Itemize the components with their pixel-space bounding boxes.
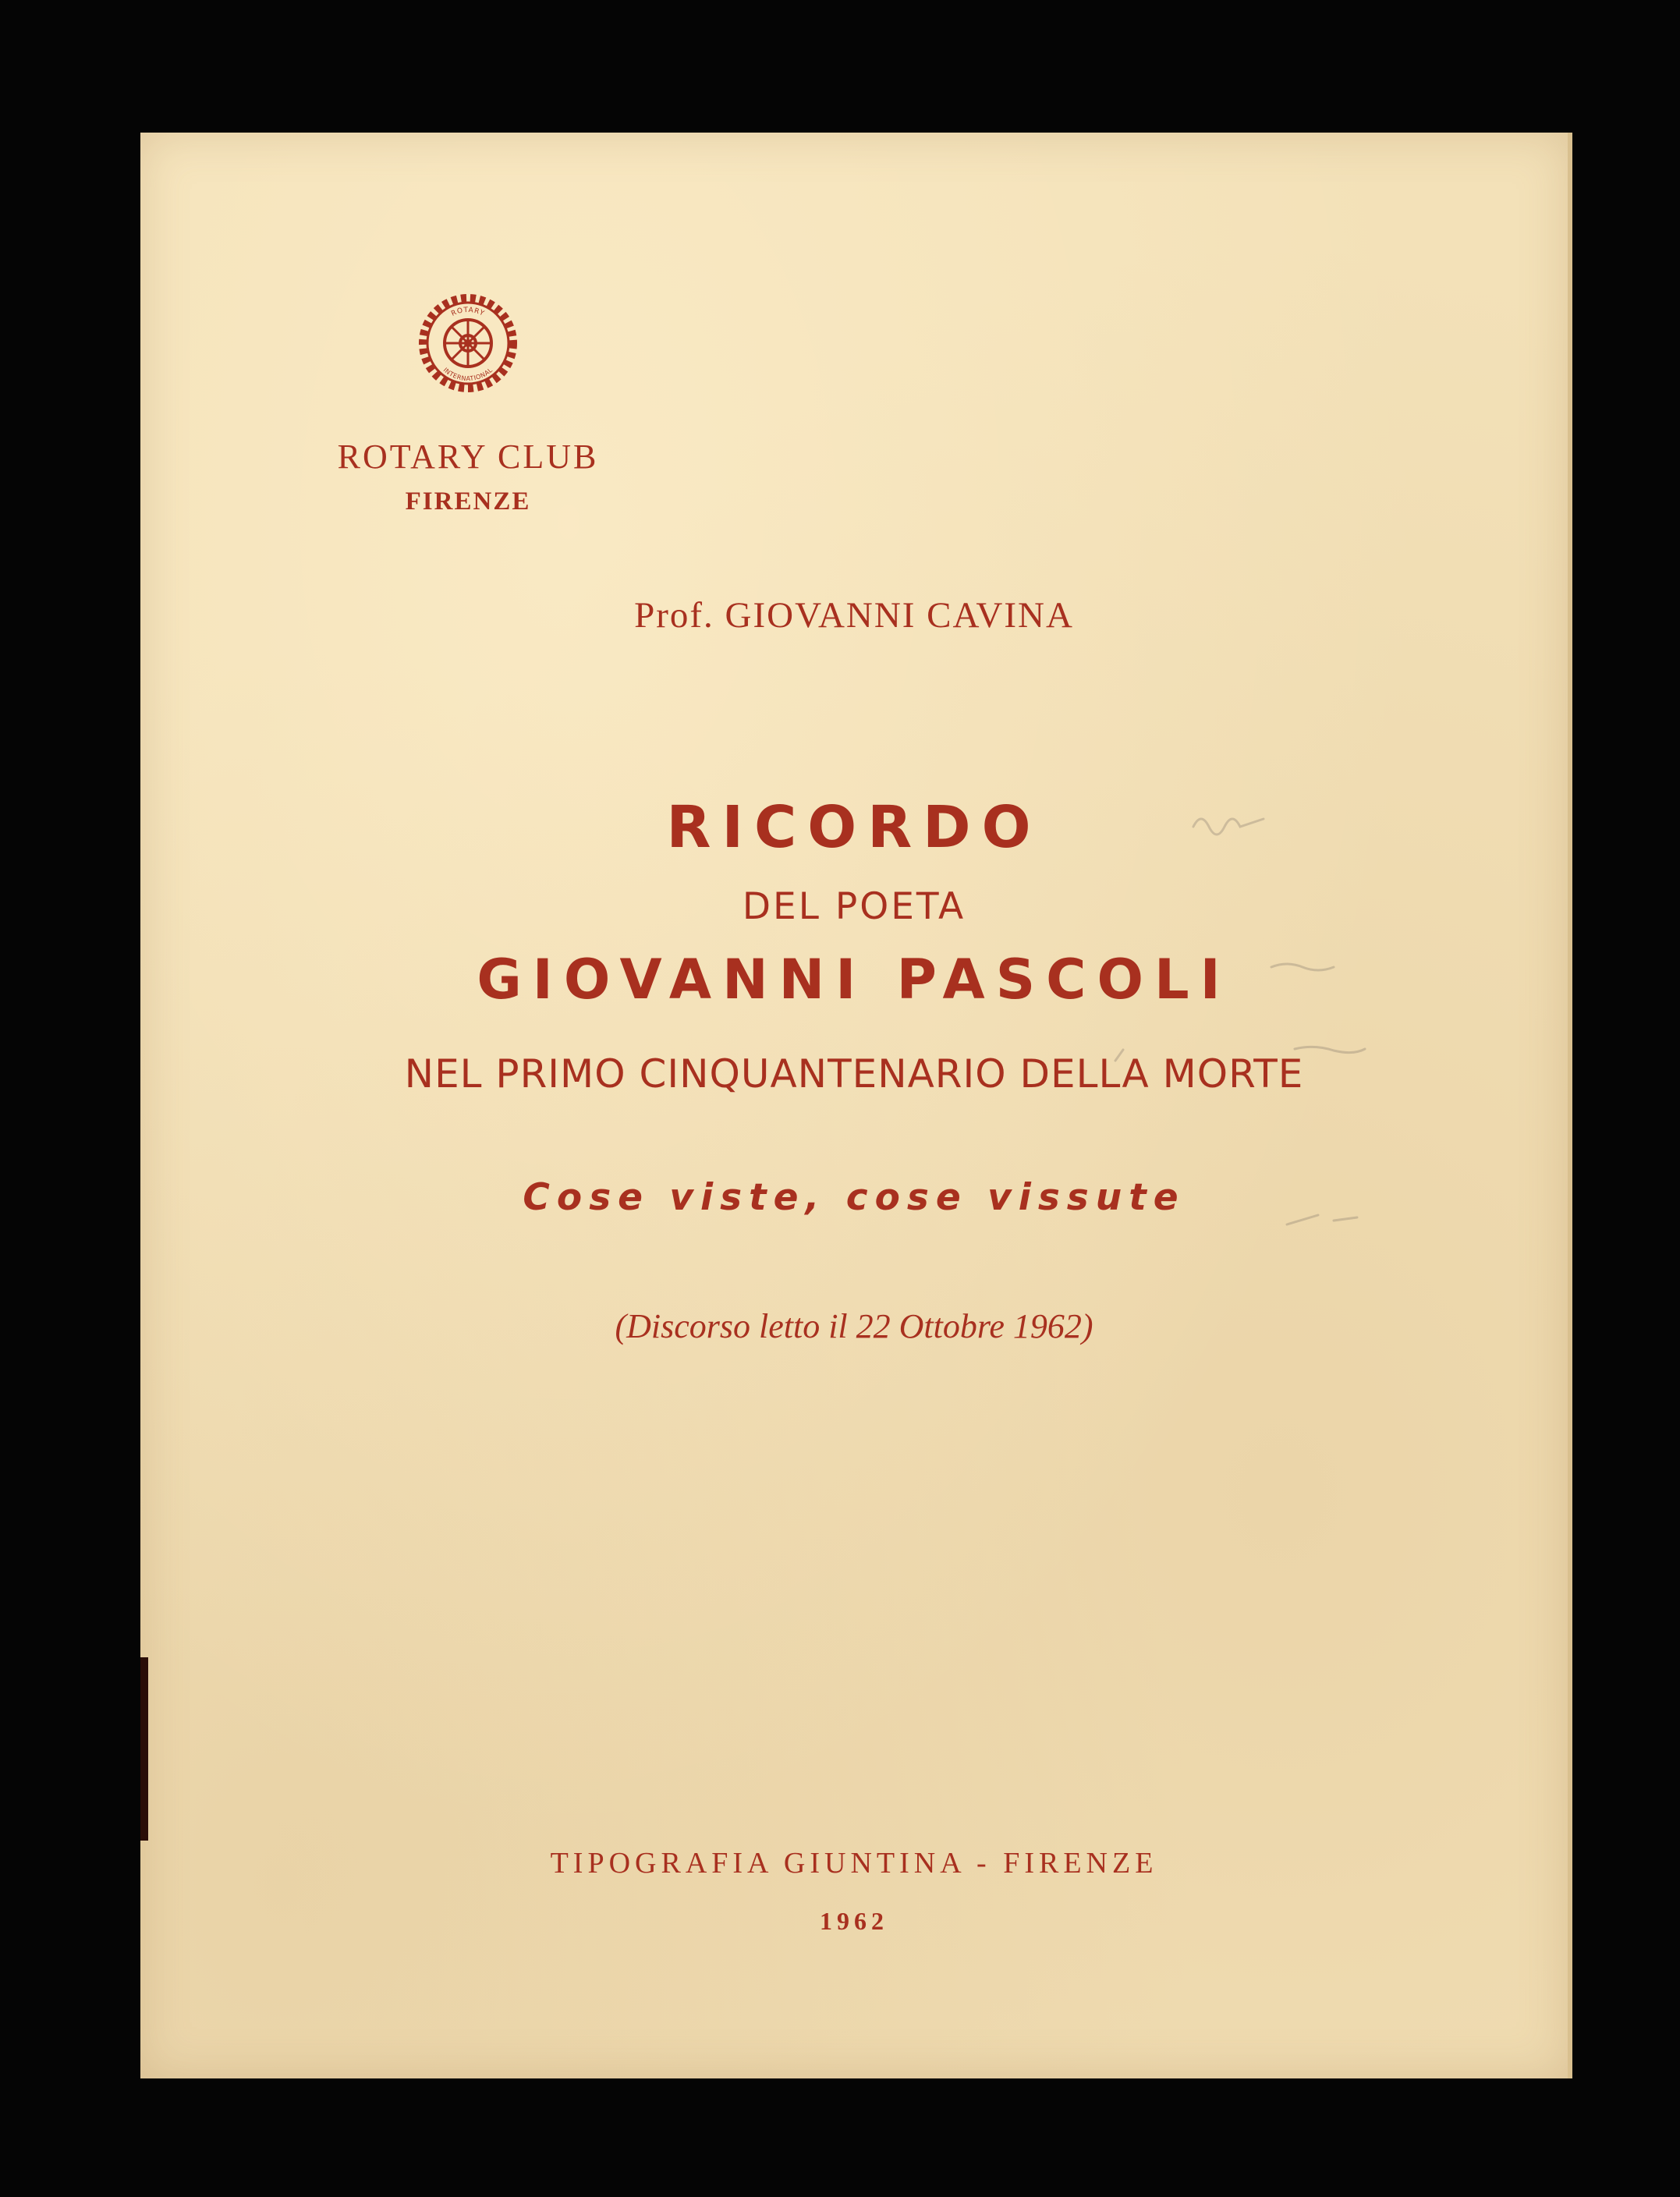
title-line-1: RICORDO: [666, 794, 1042, 861]
book-cover: [140, 133, 1572, 2078]
pencil-marks: [1037, 679, 1505, 1380]
club-city: FIRENZE: [405, 487, 531, 516]
publisher-name: TIPOGRAFIA GIUNTINA - FIRENZE: [550, 1847, 1158, 1880]
speech-note: (Discorso letto il 22 Ottobre 1962): [615, 1307, 1093, 1345]
author: Prof. GIOVANNI CAVINA: [634, 595, 1074, 636]
rotary-wheel-icon: [413, 289, 523, 398]
title-line-3: GIOVANNI PASCOLI: [477, 948, 1232, 1012]
club-name: ROTARY CLUB: [337, 438, 599, 476]
subtitle: Cose viste, cose vissute: [523, 1176, 1186, 1219]
publication-year: 1962: [820, 1907, 888, 1935]
title-line-2: DEL POETA: [742, 885, 966, 928]
spine-tape: [140, 1657, 148, 1841]
emblem-bottom-text: INTERNATIONAL: [441, 366, 494, 383]
title-line-4: NEL PRIMO CINQUANTENARIO DELLA MORTE: [404, 1051, 1304, 1097]
emblem-top-text: ROTARY: [450, 306, 486, 318]
svg-text:ROTARY: [450, 307, 486, 318]
